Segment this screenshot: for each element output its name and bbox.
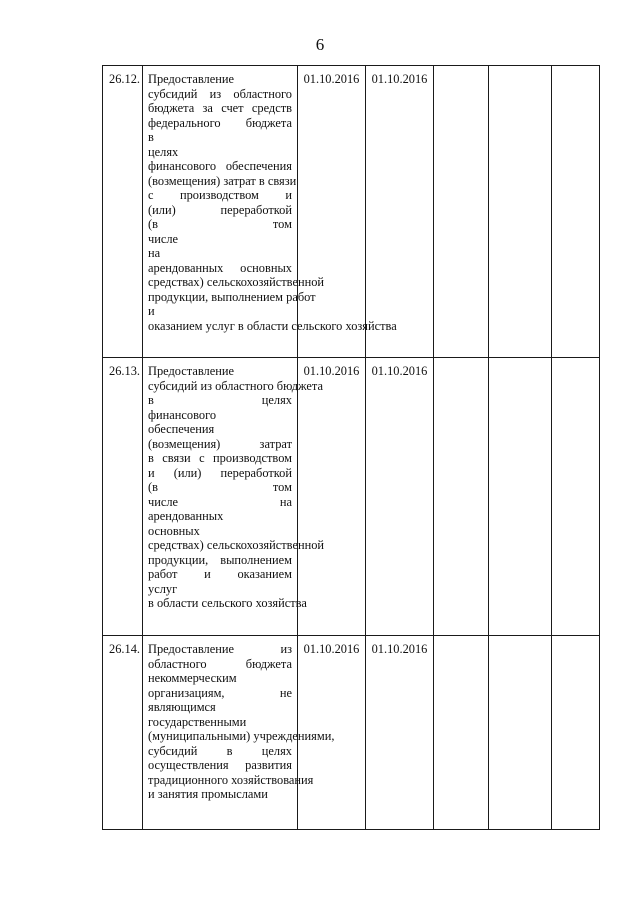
row-number: 26.13. — [103, 358, 143, 636]
row-end-date: 01.10.2016 — [366, 66, 434, 358]
empty-cell — [489, 636, 552, 830]
empty-cell — [489, 358, 552, 636]
row-end-date: 01.10.2016 — [366, 636, 434, 830]
row-description-text: Предоставление из областного бюджета некоммерческим организациям, не являющимся государственными (муниципальными) учреждениями, субсидий в целях осуществления развития традиционного хозяйствования и занятия промыслами — [148, 642, 335, 801]
empty-cell — [552, 66, 600, 358]
empty-cell — [434, 358, 489, 636]
row-start-date: 01.10.2016 — [298, 358, 366, 636]
page-number: 6 — [315, 35, 325, 54]
program-table — [102, 65, 600, 830]
empty-cell — [434, 636, 489, 830]
table-row — [103, 358, 600, 636]
empty-cell — [552, 636, 600, 830]
row-start-date: 01.10.2016 — [298, 636, 366, 830]
row-start-date: 01.10.2016 — [298, 66, 366, 358]
empty-cell — [552, 358, 600, 636]
row-end-date: 01.10.2016 — [366, 358, 434, 636]
row-number: 26.12. — [103, 66, 143, 358]
row-description-text: Предоставление субсидий из областного бюджета в целях финансового обеспечения (возмещения) затрат в связи с производством и (или) переработкой (в том числе на арендованных основных средствах) сельскохозяйственной продукции, выполнением работ и оказанием услуг в области сельского хозяйства — [148, 364, 325, 610]
row-description — [143, 358, 325, 636]
table-row — [103, 636, 600, 830]
empty-cell — [434, 66, 489, 358]
row-description-text: Предоставление субсидий из областного бюджета за счет средств федерального бюджета в целях финансового обеспечения (возмещения) затрат в связи с производством и (или) переработкой (в том числе на арендованных основных средствах) сельскохозяйственной продукции, выполнением работ и оказанием услуг в области сельского хозяйства — [148, 72, 397, 333]
empty-cell — [489, 66, 552, 358]
table-row — [103, 66, 600, 358]
row-number: 26.14. — [103, 636, 143, 830]
